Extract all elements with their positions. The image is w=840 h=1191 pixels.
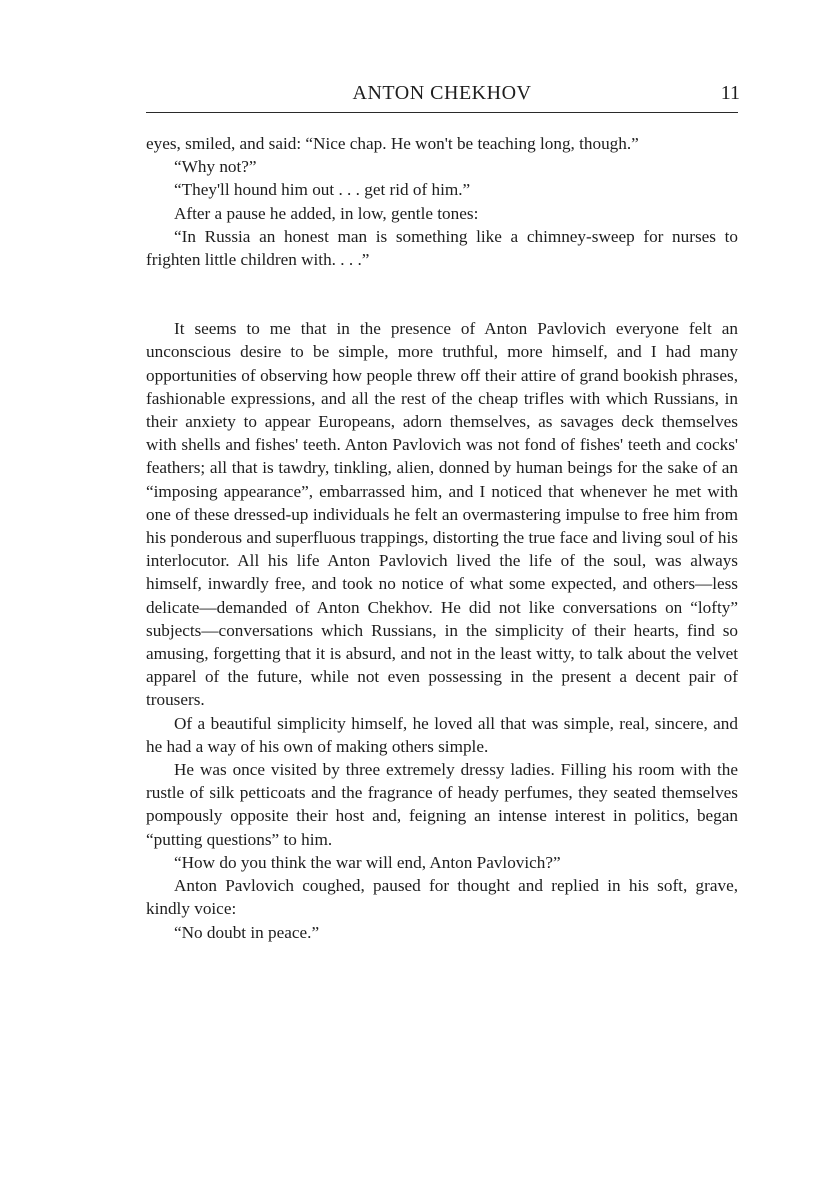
paragraph: He was once visited by three extremely dressy ladies. Filling his room with the rustle of silk petticoats and the fragrance of heady perfumes, they seated themselves pompously opposite their host and, feigning an intense interest in politics, began “putting questions” to him. [146,760,738,849]
header-rule [146,112,738,113]
paragraph: After a pause he added, in low, gentle tones: [174,203,479,223]
book-page [146,80,738,944]
running-title: ANTON CHEKHOV [352,82,532,104]
paragraph-continuation: eyes, smiled, and said: “Nice chap. He won't be teaching long, though.” [146,134,639,153]
section-break [146,271,738,317]
paragraph: “No doubt in peace.” [174,922,320,942]
paragraph: “In Russia an honest man is something like a chimney-sweep for nurses to frighten little children with. . . .” [146,226,738,270]
paragraph: “They'll hound him out . . . get rid of him.” [174,180,471,200]
paragraph: Of a beautiful simplicity himself, he loved all that was simple, real, sincere, and he had a way of his own of making others simple. [146,713,738,756]
running-head [146,80,738,112]
paragraph: “How do you think the war will end, Anton Pavlovich?” [174,852,561,872]
body-text [146,132,738,944]
page-number: 11 [720,82,740,104]
paragraph: It seems to me that in the presence of Anton Pavlovich everyone felt an unconscious desire to be simple, more truthful, more himself, and I had many opportunities of observing how people threw off their attire of grand bookish phrases, fashionable expressions, and all the rest of the cheap trifles with which Russians, in their anxiety to appear Europeans, adorn themselves, as savages deck themselves with shells and fishes' teeth. Anton Pavlovich was not fond of fishes' teeth and cocks' feathers; all that is tawdry, tinkling, alien, donned by human beings for the sake of an “imposing appearance”, embarrassed him, and I noticed that whenever he met with one of these dressed-up individuals he felt an overmastering impulse to free him from his ponderous and superfluous trappings, distorting the true face and living soul of his interlocutor. All his life Anton Pavlovich lived the life of the soul, was always himself, inwardly free, and took no notice of what some expected, and others—less delicate—demanded of Anton Chekhov. He did not like conversations on “lofty” subjects—conversations which Russians, in the simplicity of their hearts, find so amusing, forgetting that it is absurd, and not in the least witty, to talk about the velvet apparel of the future, while not even possessing in the present a decent pair of trousers. [146,319,738,710]
paragraph: Anton Pavlovich coughed, paused for thought and replied in his soft, grave, kindly voice: [146,876,738,919]
paragraph: “Why not?” [174,157,257,177]
